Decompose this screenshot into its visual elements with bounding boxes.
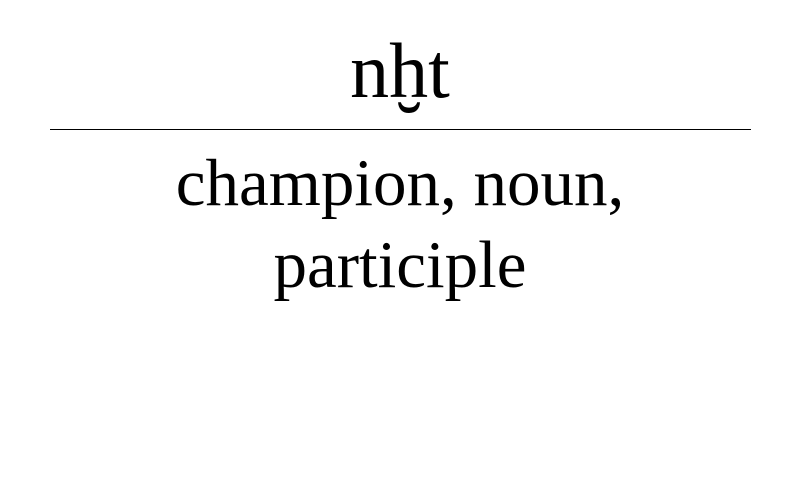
translation-gloss: champion, noun, participle — [175, 146, 625, 302]
transliteration-headword: nḫt — [350, 27, 450, 114]
divider-rule — [50, 129, 751, 130]
